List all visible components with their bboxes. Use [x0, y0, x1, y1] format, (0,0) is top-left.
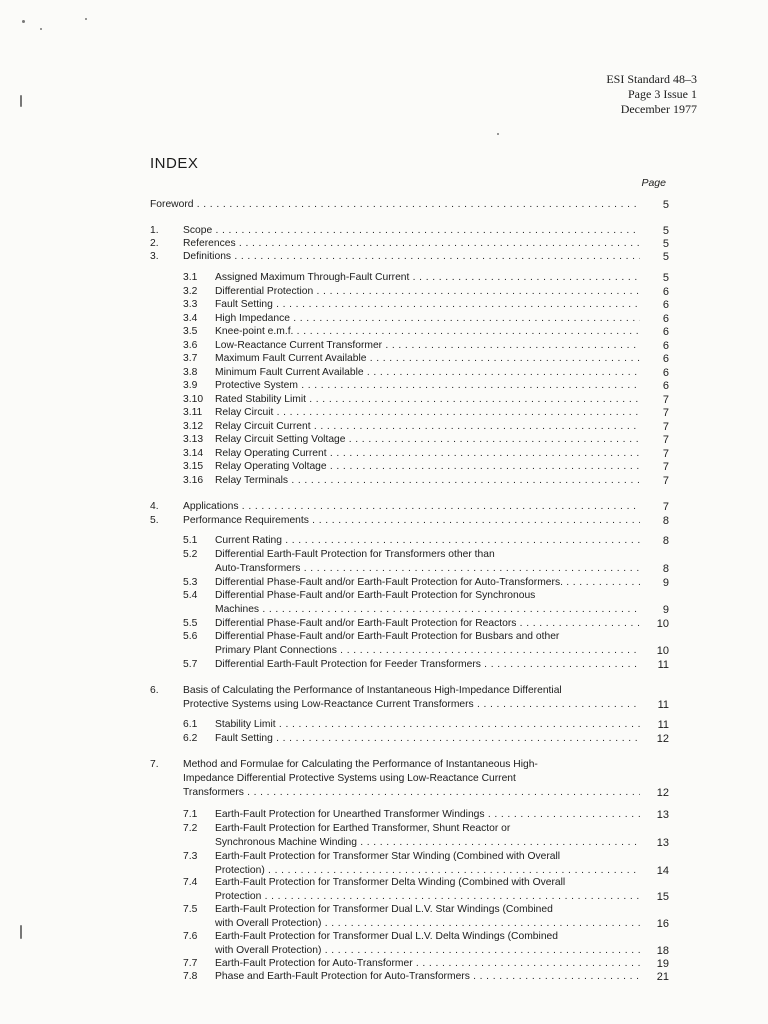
toc-entry-page: 7 [662, 407, 669, 419]
toc-entry-number: 3.14 [183, 448, 204, 459]
toc-entry-page: 7 [662, 475, 669, 487]
scan-speck [497, 133, 499, 135]
toc-entry-page: 16 [656, 918, 669, 930]
toc-entry-number: 7.7 [183, 958, 198, 969]
toc-entry-page: 12 [656, 787, 669, 799]
toc-entry-title: Earth-Fault Protection for Auto-Transformer . . . [215, 957, 640, 971]
toc-entry-page: 10 [656, 618, 669, 630]
toc-entry-number: 5.7 [183, 659, 198, 670]
toc-entry-page: 12 [656, 733, 669, 745]
toc-entry-number: 6.2 [183, 733, 198, 744]
toc-entry-title: Differential Protection . . . [215, 285, 640, 299]
toc-entry-title: Fault Setting . . . [215, 732, 640, 746]
toc-entry-title: References . . . [183, 237, 640, 251]
toc-entry-title: Foreword . . . [150, 198, 640, 212]
toc-entry-title: Phase and Earth-Fault Protection for Auto-Transformers . . . [215, 970, 640, 984]
toc-entry-page: 7 [662, 434, 669, 446]
toc-entry-number: 7.6 [183, 931, 198, 942]
toc-entry-title: Differential Earth-Fault Protection for Transformers other than [215, 549, 495, 560]
toc-entry-number: 3.13 [183, 434, 204, 445]
toc-entry-title: Relay Circuit . . . [215, 406, 640, 420]
toc-entry-title: Relay Circuit Current . . . [215, 420, 640, 434]
toc-entry-title: Auto-Transformers . . . [215, 562, 640, 576]
toc-entry-title: Protective Systems using Low-Reactance Current Transformers . . . [183, 698, 640, 712]
toc-entry-title: Knee-point e.m.f. . . . [215, 325, 640, 339]
page-column-label: Page [641, 177, 666, 189]
toc-entry-number: 6.1 [183, 719, 198, 730]
toc-entry-number: 5. [150, 515, 159, 526]
toc-entry-title: Basis of Calculating the Performance of Instantaneous High-Impedance Differential [183, 685, 562, 696]
toc-entry-number: 3. [150, 251, 159, 262]
toc-entry-number: 3.11 [183, 407, 203, 418]
toc-entry-page: 5 [662, 225, 669, 237]
toc-entry-number: 7.1 [183, 809, 198, 820]
toc-entry-page: 6 [662, 313, 669, 325]
toc-entry-page: 7 [662, 421, 669, 433]
toc-entry-title: with Overall Protection) . . . [215, 917, 640, 931]
toc-entry-page: 5 [662, 238, 669, 250]
toc-entry-title: Differential Phase-Fault and/or Earth-Fault Protection for Synchronous [215, 590, 536, 601]
toc-entry-number: 7. [150, 759, 159, 770]
toc-entry-title: Current Rating . . . [215, 534, 640, 548]
toc-entry-page: 9 [662, 604, 669, 616]
toc-entry-number: 7.8 [183, 971, 198, 982]
toc-entry-title: Protective System . . . [215, 379, 640, 393]
toc-entry-title: Relay Circuit Setting Voltage . . . [215, 433, 640, 447]
toc-entry-number: 1. [150, 225, 159, 236]
toc-entry-number: 3.3 [183, 299, 198, 310]
toc-entry-number: 3.2 [183, 286, 198, 297]
scan-speck [40, 28, 42, 30]
toc-entry-number: 6. [150, 685, 159, 696]
toc-entry-title: Protection . . . [215, 890, 640, 904]
toc-entry-page: 8 [662, 515, 669, 527]
toc-entry-page: 18 [656, 945, 669, 957]
toc-entry-number: 3.1 [183, 272, 198, 283]
toc-entry-page: 5 [662, 199, 669, 211]
toc-entry-page: 21 [656, 971, 669, 983]
toc-entry-number: 3.10 [183, 394, 204, 405]
toc-entry-page: 8 [662, 563, 669, 575]
toc-entry-page: 11 [657, 719, 669, 731]
toc-entry-number: 3.12 [183, 421, 204, 432]
toc-entry-title: Earth-Fault Protection for Unearthed Transformer Windings . . . [215, 808, 640, 822]
toc-entry-page: 15 [656, 891, 669, 903]
toc-entry-number: 2. [150, 238, 159, 249]
toc-entry-page: 11 [657, 659, 669, 671]
toc-entry-page: 6 [662, 326, 669, 338]
toc-entry-page: 19 [656, 958, 669, 970]
toc-entry-title: Primary Plant Connections . . . [215, 644, 640, 658]
toc-entry-title: Differential Earth-Fault Protection for Feeder Transformers . . . [215, 658, 640, 672]
page-issue: Page 3 Issue 1 [628, 87, 697, 101]
toc-entry-number: 4. [150, 501, 159, 512]
toc-entry-title: Synchronous Machine Winding . . . [215, 836, 640, 850]
scan-speck [20, 95, 22, 107]
toc-entry-number: 3.6 [183, 340, 198, 351]
toc-entry-title: with Overall Protection) . . . [215, 944, 640, 958]
toc-entry-number: 3.8 [183, 367, 198, 378]
toc-entry-page: 7 [662, 461, 669, 473]
toc-entry-page: 8 [662, 535, 669, 547]
toc-entry-page: 7 [662, 448, 669, 460]
toc-entry-title: Impedance Differential Protective Systems using Low-Reactance Current [183, 773, 516, 784]
toc-entry-title: Earth-Fault Protection for Transformer Dual L.V. Star Windings (Combined [215, 904, 553, 915]
toc-entry-page: 6 [662, 367, 669, 379]
toc-entry-number: 5.1 [183, 535, 198, 546]
toc-entry-title: Minimum Fault Current Available . . . [215, 366, 640, 380]
scan-speck [85, 18, 87, 20]
toc-entry-page: 7 [662, 501, 669, 513]
toc-entry-title: Earth-Fault Protection for Transformer Delta Winding (Combined with Overall [215, 877, 566, 888]
toc-entry-title: Definitions . . . [183, 250, 640, 264]
toc-entry-title: Earth-Fault Protection for Transformer Dual L.V. Delta Windings (Combined [215, 931, 558, 942]
toc-entry-page: 9 [662, 577, 669, 589]
toc-entry-number: 3.4 [183, 313, 198, 324]
toc-entry-number: 3.7 [183, 353, 198, 364]
toc-entry-title: Relay Operating Voltage . . . [215, 460, 640, 474]
toc-entry-title: Differential Phase-Fault and/or Earth-Fault Protection for Busbars and other [215, 631, 560, 642]
toc-entry-title: Protection) . . . [215, 864, 640, 878]
toc-entry-number: 7.3 [183, 851, 198, 862]
toc-entry-page: 6 [662, 353, 669, 365]
toc-entry-title: High Impedance . . . [215, 312, 640, 326]
scan-speck [22, 20, 25, 23]
toc-entry-title: Assigned Maximum Through-Fault Current . . . [215, 271, 640, 285]
toc-entry-title: Relay Operating Current . . . [215, 447, 640, 461]
toc-entry-number: 5.3 [183, 577, 198, 588]
toc-entry-title: Stability Limit . . . [215, 718, 640, 732]
toc-entry-title: Scope . . . [183, 224, 640, 238]
toc-entry-number: 7.4 [183, 877, 198, 888]
toc-entry-title: Earth-Fault Protection for Transformer Star Winding (Combined with Overall [215, 851, 561, 862]
toc-entry-number: 5.4 [183, 590, 198, 601]
issue-date: December 1977 [620, 102, 697, 116]
toc-entry-page: 5 [662, 272, 669, 284]
toc-entry-title: Relay Terminals . . . [215, 474, 640, 488]
toc-entry-number: 3.9 [183, 380, 198, 391]
toc-entry-page: 5 [662, 251, 669, 263]
standard-number: ESI Standard 48–3 [606, 72, 697, 86]
toc-entry-page: 6 [662, 286, 669, 298]
toc-entry-title: Performance Requirements . . . [183, 514, 640, 528]
toc-entry-number: 7.2 [183, 823, 198, 834]
toc-entry-number: 5.5 [183, 618, 198, 629]
toc-entry-title: Machines . . . [215, 603, 640, 617]
toc-entry-number: 3.16 [183, 475, 204, 486]
toc-entry-title: Differential Phase-Fault and/or Earth-Fault Protection for Reactors . . . [215, 617, 640, 631]
toc-entry-number: 3.5 [183, 326, 198, 337]
toc-entry-title: Rated Stability Limit . . . [215, 393, 640, 407]
toc-entry-title: Low-Reactance Current Transformer . . . [215, 339, 640, 353]
toc-entry-number: 3.15 [183, 461, 204, 472]
toc-entry-title: Transformers . . . [183, 786, 640, 800]
toc-entry-title: Applications . . . [183, 500, 640, 514]
toc-entry-page: 6 [662, 299, 669, 311]
toc-entry-number: 7.5 [183, 904, 198, 915]
toc-entry-title: Method and Formulae for Calculating the Performance of Instantaneous High- [183, 759, 538, 770]
toc-entry-page: 13 [656, 809, 669, 821]
toc-entry-page: 6 [662, 340, 669, 352]
scan-speck [20, 925, 22, 939]
toc-entry-page: 10 [656, 645, 669, 657]
toc-entry-page: 11 [657, 699, 669, 711]
toc-entry-page: 14 [656, 865, 669, 877]
toc-entry-title: Differential Phase-Fault and/or Earth-Fault Protection for Auto-Transformers. . . . [215, 576, 640, 590]
index-title: INDEX [150, 155, 199, 172]
toc-entry-title: Maximum Fault Current Available . . . [215, 352, 640, 366]
toc-entry-number: 5.2 [183, 549, 198, 560]
toc-entry-page: 7 [662, 394, 669, 406]
toc-entry-page: 13 [656, 837, 669, 849]
toc-entry-title: Fault Setting . . . [215, 298, 640, 312]
toc-entry-page: 6 [662, 380, 669, 392]
toc-entry-title: Earth-Fault Protection for Earthed Transformer, Shunt Reactor or [215, 823, 511, 834]
toc-entry-number: 5.6 [183, 631, 198, 642]
